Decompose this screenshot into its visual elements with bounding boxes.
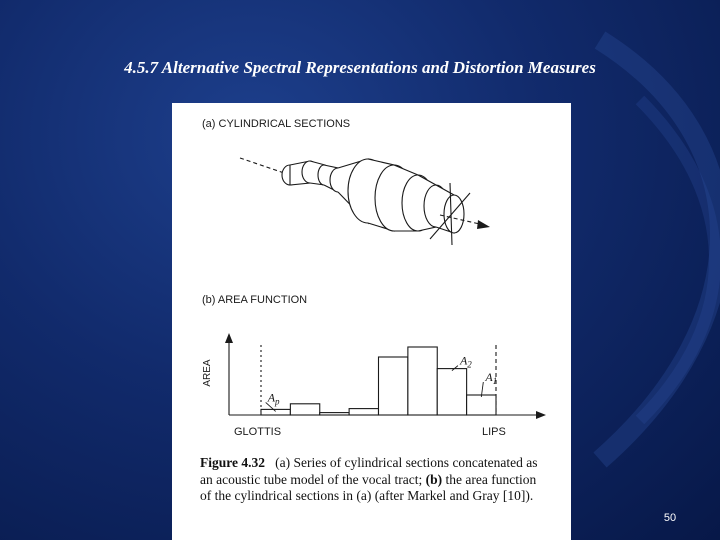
slide-title: 4.5.7 Alternative Spectral Representations and Distortion Measures bbox=[124, 58, 596, 77]
panel-b-label: (b) AREA FUNCTION bbox=[202, 294, 308, 306]
y-axis-label: AREA bbox=[202, 359, 213, 387]
area-bar-5 bbox=[379, 357, 408, 415]
caption-part-b-label: (b) bbox=[425, 471, 443, 487]
cylindrical-sections-drawing bbox=[240, 158, 490, 245]
panel-a-label: (a) CYLINDRICAL SECTIONS bbox=[202, 118, 351, 130]
glottis-label: GLOTTIS bbox=[234, 426, 282, 438]
page-number: 50 bbox=[663, 512, 677, 524]
figure-panel bbox=[172, 103, 571, 540]
lips-label: LIPS bbox=[482, 426, 506, 438]
area-bar-1 bbox=[261, 409, 290, 415]
caption-figure-label: Figure 4.32 bbox=[200, 455, 265, 470]
caption-part-a: (a) Series of cylindrical sections concatenated as an acoustic tube model of the vocal tract; bbox=[200, 455, 538, 487]
section-label-a-2: $A_2$ bbox=[459, 353, 472, 370]
caption-part-b: the area function of the cylindrical sections in (a) (after Markel and Gray [10]). bbox=[200, 471, 537, 503]
area-bar-4 bbox=[349, 409, 378, 415]
area-bar-7 bbox=[437, 369, 466, 415]
area-bar-3 bbox=[320, 413, 349, 415]
area-bar-2 bbox=[290, 404, 319, 415]
section-label-a-1: $A_1$ bbox=[485, 370, 498, 386]
area-bar-8 bbox=[467, 395, 496, 415]
figure-caption bbox=[200, 455, 550, 505]
section-label-a-p: $A_p$ bbox=[267, 390, 280, 407]
y-axis-arrow bbox=[225, 333, 233, 343]
x-axis-arrow bbox=[536, 411, 546, 419]
area-bar-6 bbox=[408, 347, 437, 415]
